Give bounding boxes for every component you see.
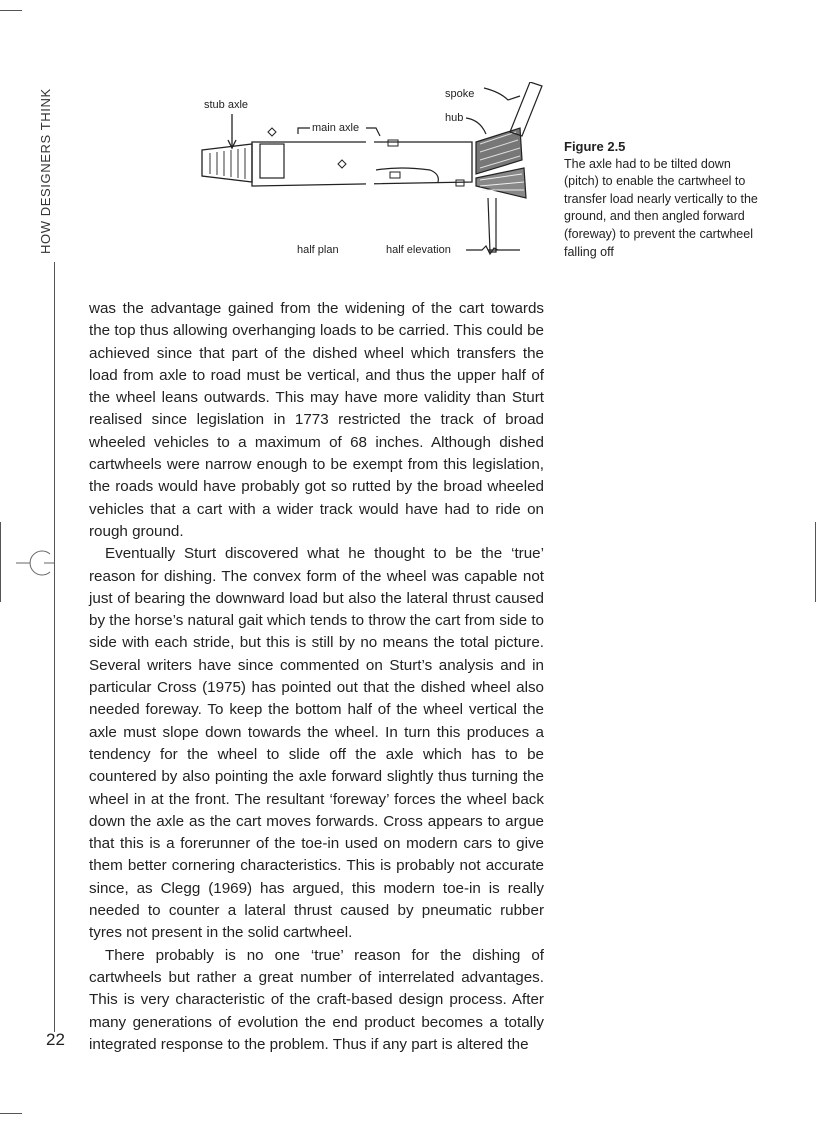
stub-axle-shape — [202, 144, 252, 182]
label-hub: hub — [445, 112, 464, 124]
figure-caption — [564, 138, 764, 261]
running-head: HOW DESIGNERS THINK — [38, 88, 53, 254]
figure-axle-diagram — [190, 82, 550, 272]
registration-mark-icon — [10, 540, 58, 584]
caption-title: Figure 2.5 — [564, 139, 626, 154]
label-stub-axle: stub axle — [204, 99, 249, 111]
margin-rule — [54, 262, 55, 1032]
body-text — [89, 298, 544, 1056]
paragraph: Eventually Sturt discovered what he thought to be the ‘true’ reason for dishing. The convex form of the wheel was capable not just of bearing the downward load but also the lateral thrust caused by the horse’s natural gait which tends to throw the cart from side to side with each stride, but this is still by no means the total picture. Several writers have since commented on Sturt’s analysis and in particular Cross (1975) has pointed out that the dished wheel also needed foreway. To keep the bottom half of the wheel vertical the axle must slope down towards the wheel. In turn this produces a tendency for the wheel to slide off the axle which has to be countered by also pointing the axle forward slightly thus turning the wheel in at the front. The resultant ‘foreway’ forces the wheel back down the axle as the cart moves forwards. Cross appears to argue that this is a forerunner of the toe-in used on modern cars to give them better cornering characteristics. This is probably not accurate since, as Clegg (1969) has argued, this modern toe-in is really needed to counter a lateral thrust caused by pneumatic rubber tyres not present in the solid cartwheel. — [89, 545, 544, 942]
page-number: 22 — [46, 1030, 65, 1049]
label-spoke: spoke — [445, 88, 475, 100]
label-main-axle: main axle — [312, 122, 360, 134]
caption-text: The axle had to be tilted down (pitch) to enable the cartwheel to transfer load nearly vertically to the ground, and then angled forward (foreway) to prevent the cartwheel falling off — [564, 156, 758, 259]
spoke-shape — [510, 82, 542, 136]
paragraph: There probably is no one ‘true’ reason for the dishing of cartwheels but rather a great number of interrelated advantages. This is very characteristic of the craft-based design process. After many generations of evolution the end product becomes a totally integrated response to the problem. Thus if any part is altered the — [89, 946, 544, 1053]
crop-mark-bottom-left — [0, 1113, 22, 1114]
main-axle-shape — [252, 142, 472, 186]
trim-line-left — [0, 522, 1, 602]
label-half-plan: half plan — [297, 244, 339, 256]
paragraph: was the advantage gained from the widening of the cart towards the top thus allowing overhanging loads to be carried. This could be achieved since that part of the dished wheel which transfers the load from axle to road must be vertical, and thus the upper half of the wheel leans outwards. This may have more validity than Sturt realised since legislation in 1773 restricted the track of broad wheeled vehicles to a maximum of 68 inches. Although dished cartwheels were narrow enough to be exempt from this legislation, the roads would have probably got so rutted by the broad wheeled vehicles that a cart with a wider track would have had to ride on rough ground. — [89, 300, 544, 540]
crop-mark-top-left — [0, 10, 22, 11]
label-half-elevation: half elevation — [386, 244, 451, 256]
